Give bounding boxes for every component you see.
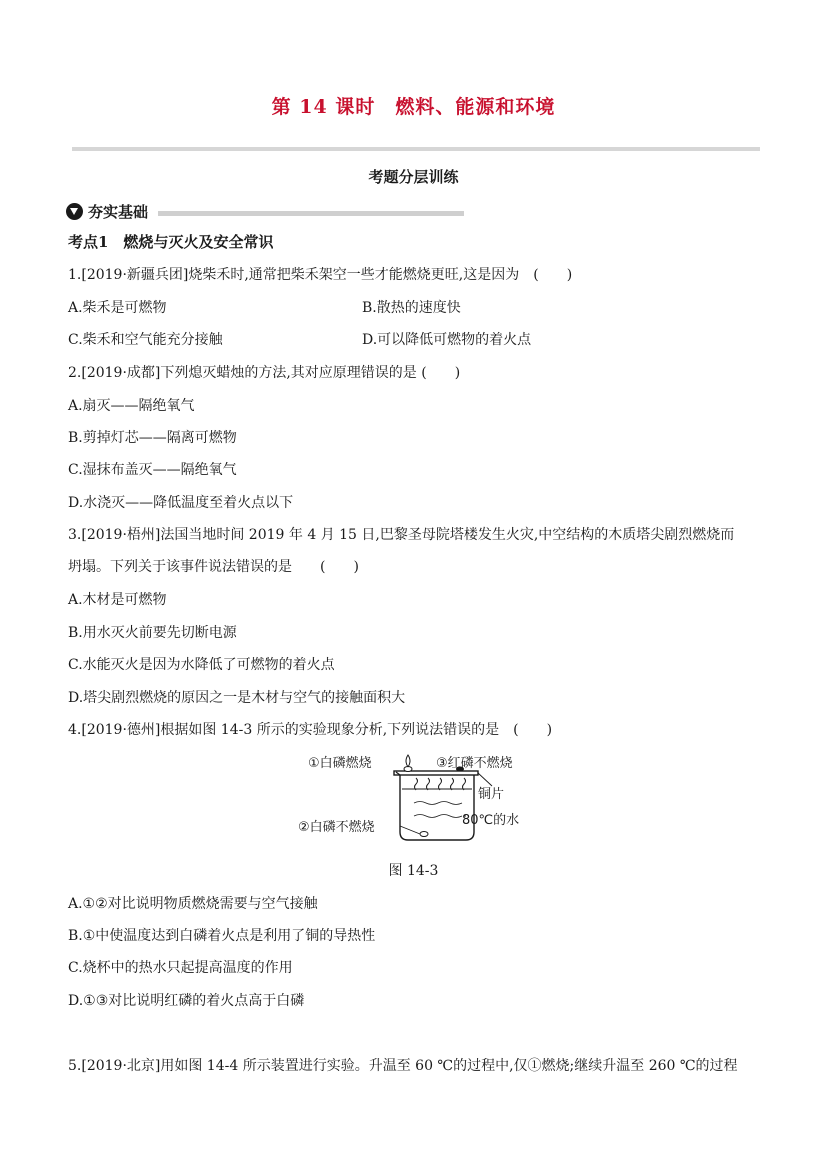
q4-stem: 4.[2019·德州]根据如图 14-3 所示的实验现象分析,下列说法错误的是 ( ) bbox=[68, 722, 553, 738]
q4-option-a: A.①②对比说明物质燃烧需要与空气接触 bbox=[68, 896, 318, 912]
q3-option-d: D.塔尖剧烈燃烧的原因之一是木材与空气的接触面积大 bbox=[68, 690, 406, 706]
q3-stem-line1: 3.[2019·梧州]法国当地时间 2019 年 4 月 15 日,巴黎圣母院塔楼发生火灾,中空结构的木质塔尖剧烈燃烧而 bbox=[68, 527, 735, 543]
q3-option-c: C.水能灭火是因为水降低了可燃物的着火点 bbox=[68, 657, 335, 673]
figure-label-3: ③红磷不燃烧 bbox=[436, 756, 513, 771]
section-label: 夯实基础 bbox=[88, 203, 149, 221]
q1-option-b: B.散热的速度快 bbox=[362, 300, 461, 316]
q4-option-c: C.烧杯中的热水只起提高温度的作用 bbox=[68, 960, 293, 976]
section-heading bbox=[66, 201, 406, 223]
page-title: 第 14 课时 燃料、能源和环境 bbox=[271, 96, 556, 118]
q4-option-d: D.①③对比说明红磷的着火点高于白磷 bbox=[68, 993, 305, 1009]
q2-stem: 2.[2019·成都]下列熄灭蜡烛的方法,其对应原理错误的是 ( ) bbox=[68, 365, 461, 381]
figure-label-1: ①白磷燃烧 bbox=[308, 756, 372, 771]
q2-option-a: A.扇灭——隔绝氧气 bbox=[68, 398, 195, 414]
q1-stem: 1.[2019·新疆兵团]烧柴禾时,通常把柴禾架空一些才能燃烧更旺,这是因为 ( ) bbox=[68, 267, 573, 283]
q1-option-c: C.柴禾和空气能充分接触 bbox=[68, 332, 223, 348]
experiment-figure bbox=[296, 748, 536, 848]
q4-option-b: B.①中使温度达到白磷着火点是利用了铜的导热性 bbox=[68, 928, 376, 944]
page-subtitle: 考题分层训练 bbox=[368, 168, 459, 186]
q2-option-b: B.剪掉灯芯——隔离可燃物 bbox=[68, 430, 237, 446]
q1-option-d: D.可以降低可燃物的着火点 bbox=[362, 332, 532, 348]
white-phosphorus bbox=[404, 767, 412, 772]
q2-option-d: D.水浇灭——降低温度至着火点以下 bbox=[68, 495, 294, 511]
underwater-phosphorus bbox=[420, 832, 428, 837]
q5-stem: 5.[2019·北京]用如图 14-4 所示装置进行实验。升温至 60 ℃的过程中,仅①燃烧;继续升温至 260 ℃的过程 bbox=[68, 1058, 738, 1074]
triangle-down-icon bbox=[66, 203, 83, 220]
figure-label-copper: 铜片 bbox=[478, 787, 505, 802]
q1-option-a: A.柴禾是可燃物 bbox=[68, 300, 167, 316]
flame-icon bbox=[406, 755, 410, 767]
knowledge-point-title: 考点1 燃烧与灭火及安全常识 bbox=[68, 233, 274, 251]
q2-option-c: C.湿抹布盖灭——隔绝氧气 bbox=[68, 462, 237, 478]
section-bar bbox=[158, 211, 464, 216]
figure-label-water: 80℃的水 bbox=[462, 813, 520, 828]
q3-stem-line2: 坍塌。下列关于该事件说法错误的是 ( ) bbox=[68, 559, 359, 575]
figure-label-2: ②白磷不燃烧 bbox=[298, 820, 375, 835]
q3-option-b: B.用水灭火前要先切断电源 bbox=[68, 625, 237, 641]
title-divider bbox=[72, 147, 760, 151]
q3-option-a: A.木材是可燃物 bbox=[68, 592, 167, 608]
figure-caption: 图 14-3 bbox=[388, 863, 439, 879]
